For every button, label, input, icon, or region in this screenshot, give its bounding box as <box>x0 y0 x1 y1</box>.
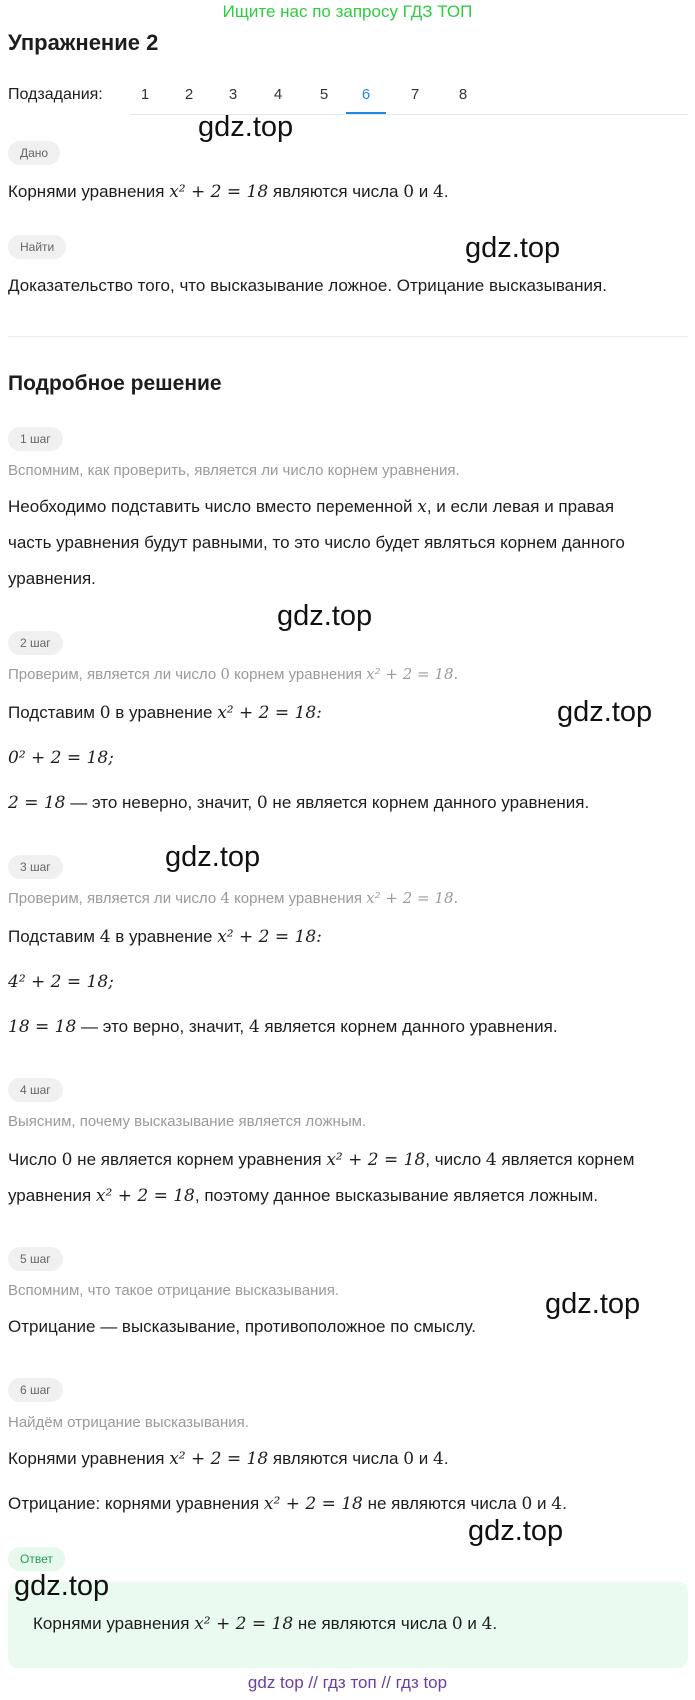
promo-banner[interactable]: Ищите нас по запросу ГДЗ ТОП <box>222 2 473 21</box>
step-1-hint: Вспомним, как проверить, является ли число корнем уравнения. <box>8 462 460 479</box>
page-title: Упражнение 2 <box>8 30 159 55</box>
step-1-line-1: Необходимо подставить число вместо переменной x, и если левая и правая <box>8 497 615 517</box>
step-5-hint: Вспомним, что такое отрицание высказывания. <box>8 1282 340 1299</box>
tab-2[interactable]: 2 <box>184 86 194 103</box>
tab-8[interactable]: 8 <box>458 86 468 103</box>
step-1-pill: 1 шаг <box>8 427 63 451</box>
given-text: Корнями уравнения x² + 2 = 18 являются числа 0 и 4. <box>8 182 449 202</box>
section-title: Подробное решение <box>8 372 222 395</box>
step-2-hint: Проверим, является ли число 0 корнем уравнения x² + 2 = 18. <box>8 665 459 683</box>
step-6-line-1: Корнями уравнения x² + 2 = 18 являются числа 0 и 4. <box>8 1449 449 1469</box>
answer-box <box>8 1582 688 1668</box>
step-6-pill: 6 шаг <box>8 1378 63 1402</box>
step-4-pill: 4 шаг <box>8 1078 63 1102</box>
find-text: Доказательство того, что высказывание ложное. Отрицание высказывания. <box>8 276 607 295</box>
watermark: gdz.top <box>277 600 373 632</box>
watermark: gdz.top <box>198 111 294 143</box>
watermark: gdz.top <box>545 1288 641 1320</box>
answer-text: Корнями уравнения x² + 2 = 18 не являются числа 0 и 4. <box>33 1614 498 1634</box>
step-2-calc: 0² + 2 = 18; <box>8 748 114 768</box>
step-3-calc: 4² + 2 = 18; <box>8 972 114 992</box>
step-6-line-2: Отрицание: корнями уравнения x² + 2 = 18 не являются числа 0 и 4. <box>8 1494 567 1514</box>
watermark: gdz.top <box>557 696 653 728</box>
step-2-substitution: Подставим 0 в уравнение x² + 2 = 18: <box>8 703 322 723</box>
step-3-result: 18 = 18 — это верно, значит, 4 является корнем данного уравнения. <box>8 1017 558 1037</box>
tab-1[interactable]: 1 <box>140 86 150 103</box>
step-4-line-2: уравнения x² + 2 = 18, поэтому данное высказывание является ложным. <box>8 1186 599 1206</box>
step-4-hint: Выясним, почему высказывание является ложным. <box>8 1113 367 1130</box>
watermark: gdz.top <box>14 1570 110 1602</box>
step-1-line-3: уравнения. <box>8 569 96 588</box>
step-3-substitution: Подставим 4 в уравнение x² + 2 = 18: <box>8 927 322 947</box>
given-pill: Дано <box>8 141 60 165</box>
subtasks-label: Подзадания: <box>8 86 103 103</box>
watermark: gdz.top <box>165 841 261 873</box>
answer-pill: Ответ <box>8 1547 65 1571</box>
step-2-result: 2 = 18 — это неверно, значит, 0 не является корнем данного уравнения. <box>8 793 590 813</box>
step-3-pill: 3 шаг <box>8 855 63 879</box>
subtask-tabs <box>130 78 688 115</box>
tab-7[interactable]: 7 <box>410 86 420 103</box>
divider <box>8 336 688 337</box>
step-5-pill: 5 шаг <box>8 1247 63 1271</box>
step-6-hint: Найдём отрицание высказывания. <box>8 1414 249 1431</box>
tab-3[interactable]: 3 <box>228 86 238 103</box>
step-5-text: Отрицание — высказывание, противоположное по смыслу. <box>8 1317 476 1336</box>
tab-6[interactable]: 6 <box>346 86 386 103</box>
watermark: gdz.top <box>468 1515 564 1547</box>
tab-4[interactable]: 4 <box>273 86 283 103</box>
step-4-line-1: Число 0 не является корнем уравнения x² + 2 = 18, число 4 является корнем <box>8 1150 635 1170</box>
step-3-hint: Проверим, является ли число 4 корнем уравнения x² + 2 = 18. <box>8 889 459 907</box>
find-pill: Найти <box>8 235 66 259</box>
step-2-pill: 2 шаг <box>8 631 63 655</box>
tab-5[interactable]: 5 <box>319 86 329 103</box>
footer-links[interactable]: gdz top // гдз топ // гдз top <box>247 1673 448 1692</box>
watermark: gdz.top <box>465 232 561 264</box>
subtasks-bar <box>8 78 688 114</box>
step-1-line-2: часть уравнения будут равными, то это число будет являться корнем данного <box>8 533 625 552</box>
